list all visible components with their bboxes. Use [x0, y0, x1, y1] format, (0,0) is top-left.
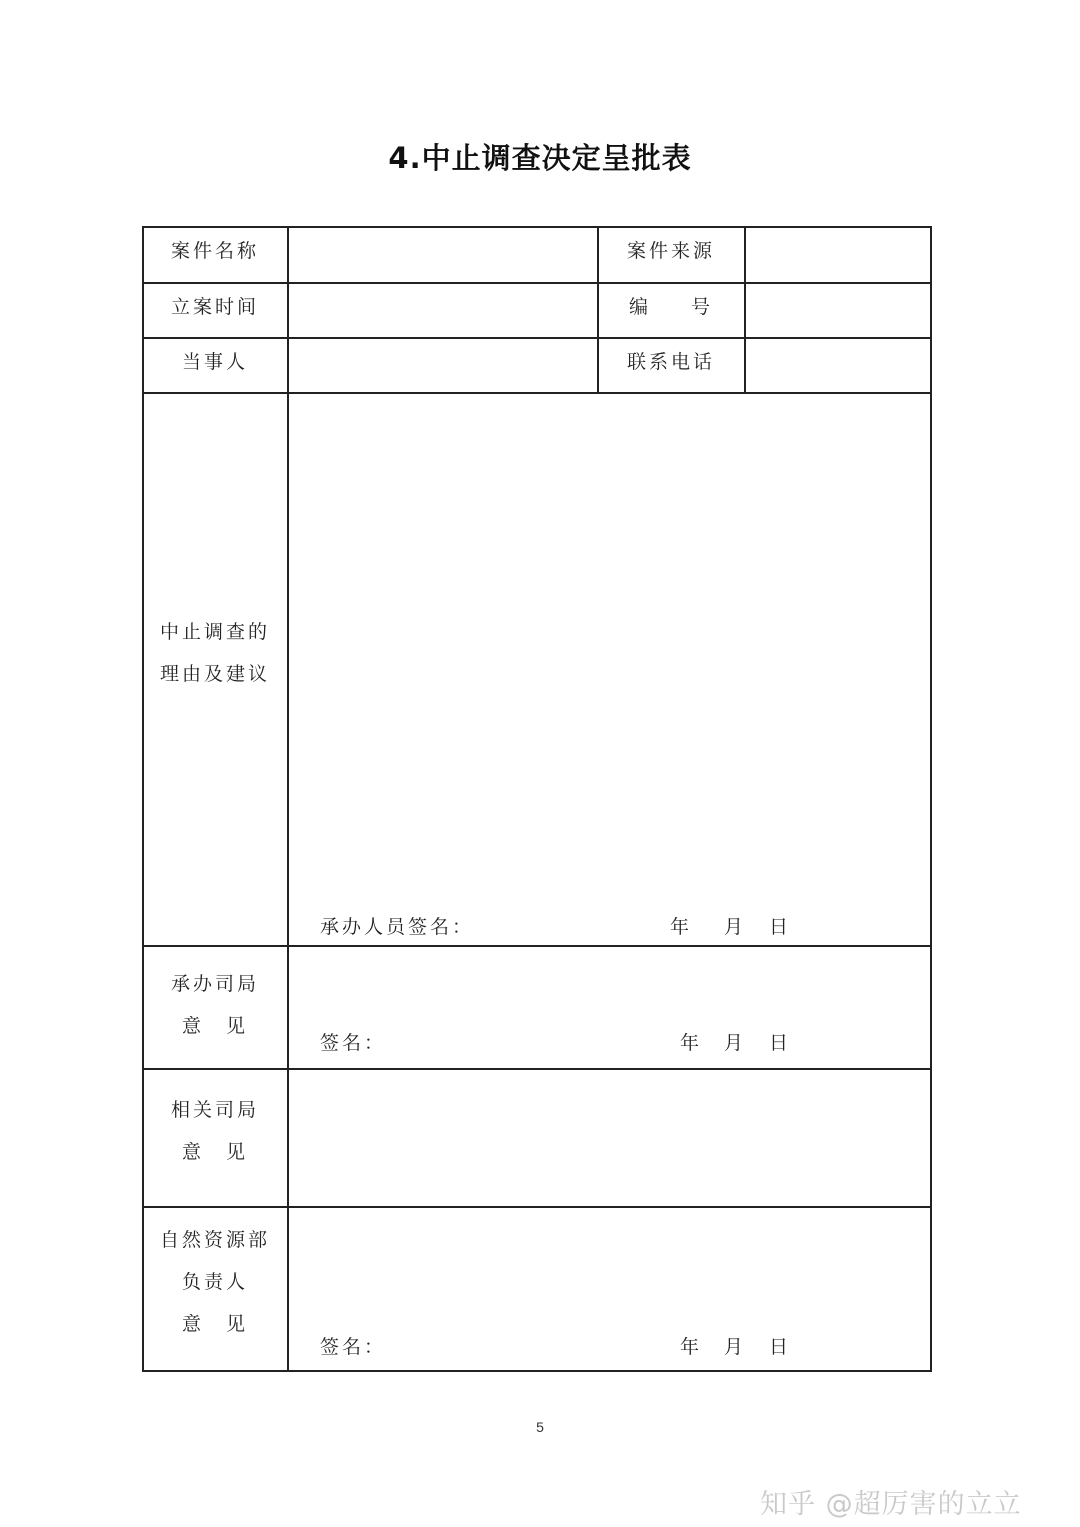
handling-bureau-signature-label: 签名： — [320, 1032, 387, 1054]
reason-label-line: 理由及建议 — [159, 663, 270, 685]
date-month-label: 月 — [724, 1032, 744, 1054]
contact-phone-label: 联系电话 — [626, 351, 715, 373]
party-field[interactable] — [289, 337, 596, 392]
page-number: 5 — [536, 1419, 544, 1435]
filing-time-field[interactable] — [289, 282, 596, 337]
serial-number-label-text — [629, 286, 713, 328]
reason-label-line: 中止调查的 — [159, 621, 270, 643]
date-day-label: 日 — [769, 916, 789, 938]
contact-phone-field[interactable] — [746, 337, 929, 392]
case-source-field[interactable] — [746, 226, 929, 282]
date-day-label: 日 — [769, 1336, 789, 1358]
related-bureau-label-line: 意 见 — [181, 1141, 248, 1163]
reason-content-area[interactable] — [289, 393, 929, 945]
serial-number-label-char: 号 — [690, 296, 713, 318]
related-bureau-label-line: 相关司局 — [170, 1099, 259, 1121]
serial-number-field[interactable] — [746, 282, 929, 337]
date-year-label: 年 — [680, 1336, 700, 1358]
handling-bureau-label-line: 承办司局 — [170, 973, 259, 995]
reason-label — [142, 393, 288, 913]
handler-signature-label: 承办人员签名： — [320, 916, 475, 938]
date-year-label: 年 — [670, 916, 690, 938]
case-name-field[interactable] — [289, 226, 596, 282]
date-month-label: 月 — [724, 916, 744, 938]
handling-bureau-label — [142, 946, 288, 1064]
ministry-head-label — [142, 1207, 288, 1357]
table-border-bottom — [142, 1370, 932, 1372]
ministry-head-label-line: 自然资源部 — [159, 1229, 270, 1251]
date-day-label: 日 — [769, 1032, 789, 1054]
ministry-head-signature-label: 签名： — [320, 1336, 387, 1358]
party-label: 当事人 — [181, 351, 248, 373]
form-title: 4.中止调查决定呈批表 — [388, 141, 692, 175]
related-bureau-label — [142, 1069, 288, 1193]
filing-time-label: 立案时间 — [170, 296, 259, 318]
serial-number-label — [598, 282, 744, 332]
related-bureau-opinion-area[interactable] — [289, 1069, 929, 1206]
date-month-label: 月 — [724, 1336, 744, 1358]
approval-form-table — [142, 226, 932, 1372]
serial-number-label-char: 编 — [629, 296, 652, 318]
zhihu-watermark: 知乎 @超厉害的立立 — [760, 1489, 1022, 1520]
case-name-label: 案件名称 — [170, 240, 259, 262]
date-year-label: 年 — [680, 1032, 700, 1054]
table-border-right — [930, 226, 932, 1372]
ministry-head-label-line: 负责人 — [181, 1271, 248, 1293]
ministry-head-label-line: 意 见 — [181, 1313, 248, 1335]
case-source-label: 案件来源 — [626, 240, 715, 262]
handling-bureau-label-line: 意 见 — [181, 1015, 248, 1037]
